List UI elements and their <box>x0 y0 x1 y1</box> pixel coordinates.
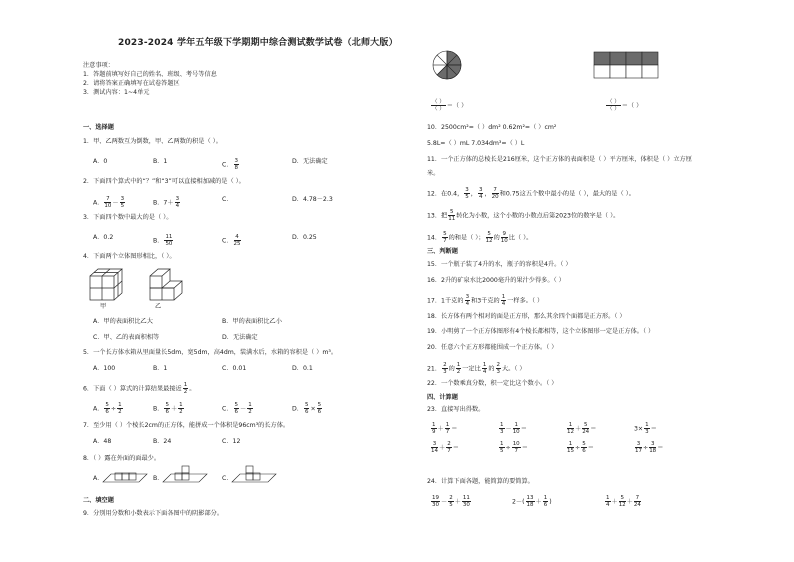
q3-opt-c: C． $\frac{4}{25}$ <box>222 234 241 247</box>
note-3: 3．测试内容：1~4单元 <box>83 89 150 96</box>
q24-expr-1: $\frac{19}{30}$ － $\frac{2}{5}$ ＋ $\frac{11}{30}$ <box>432 495 470 508</box>
q1-text: 1．甲、乙两数互为倒数，甲、乙两数的积是（ ）。 <box>83 138 222 145</box>
q21-text: 21． $\frac{2}{3}$ 的 $\frac{1}{2}$ 一定比 $\frac{1}{4}$ 的 $\frac{2}{3}$ 大。（ ） <box>427 362 526 375</box>
q23-expr-4: 3× $\frac{1}{3}$ ＝ <box>634 422 657 435</box>
q7-opt-b: B．24 <box>153 438 172 445</box>
q2-text: 2．下面四个算式中的“？”和“3”可以直接相加减的是（ ）。 <box>83 178 245 185</box>
q4-label-yi: 乙 <box>155 303 162 310</box>
q8-figure-a <box>103 468 147 484</box>
q6-opt-c: C． $\frac{5}{6}$ － $\frac{1}{2}$ <box>222 402 252 415</box>
q8-opt-a: A． <box>93 475 104 482</box>
q23-expr-6: $\frac{1}{5}$ ÷ $\frac{10}{7}$ ＝ <box>500 441 528 454</box>
q6-opt-a: A． $\frac{5}{6}$ ÷ $\frac{1}{2}$ <box>93 402 122 415</box>
q6-opt-b: B． $\frac{5}{6}$ ＋ $\frac{1}{2}$ <box>153 402 183 415</box>
q24-expr-2: 2－( $\frac{13}{18}$ ＋ $\frac{1}{6}$ ) <box>512 495 552 508</box>
q23-text: 23．直接写出得数。 <box>427 406 485 413</box>
section-fill: 二、填空题 <box>83 497 114 504</box>
q5-opt-d: D．0.1 <box>292 365 313 372</box>
q8-opt-b: B． <box>153 475 164 482</box>
q4-opt-d: D．无法确定 <box>222 334 258 341</box>
q8-figure-b <box>163 464 207 484</box>
q11-text-2: 米。 <box>427 170 440 177</box>
q7-opt-c: C．12 <box>222 438 241 445</box>
q8-opt-c: C． <box>222 475 233 482</box>
page-title: 2023-2024 学年五年级下学期期中综合测试数学试卷（北师大版） <box>118 38 398 48</box>
q3-opt-a: A．0.2 <box>93 234 114 241</box>
q9-circle-figure <box>432 50 462 80</box>
q9-left-answer: $\frac{( )}{( )}$ ＝（ ） <box>432 99 468 112</box>
q6-opt-d: D． $\frac{5}{6}$ × $\frac{5}{6}$ <box>292 402 322 415</box>
q20-text: 20．任意六个正方形都能围成一个正方体。（ ） <box>427 344 558 351</box>
q1-opt-d: D．无法确定 <box>292 158 328 165</box>
q13-text: 13．把 $\frac{5}{11}$ 转化为小数，这个小数的小数点后第2023位的数字是（ ）。 <box>427 209 620 222</box>
note-2: 2．请将答案正确填写在试卷答题区 <box>83 80 180 87</box>
q22-text: 22．一个数乘真分数，积一定比这个数小。（ ） <box>427 380 558 387</box>
q5-text: 5．一个长方体水箱从里面量长5dm，宽5dm，高4dm，装满水后，水箱的容积是（ ）m³。 <box>83 349 338 356</box>
section-calc: 四、计算题 <box>427 394 458 401</box>
q10-text-2: 5.8L=（ ）mL 7.034dm³=（ ）L <box>427 140 525 147</box>
q18-text: 18．长方体有两个相对的面是正方形，那么其余四个面都是正方形。（ ） <box>427 313 626 320</box>
q23-expr-1: $\frac{1}{9}$ ＋ $\frac{1}{7}$ ＝ <box>432 422 458 435</box>
q1-opt-c: C． $\frac{3}{8}$ <box>222 158 239 171</box>
q23-expr-2: $\frac{1}{3}$ － $\frac{1}{10}$ ＝ <box>500 422 527 435</box>
q1-opt-b: B．1 <box>153 158 168 165</box>
q9-text: 9．分别用分数和小数表示下面各图中的阴影部分。 <box>83 510 224 517</box>
q2-opt-c: C． <box>222 196 233 203</box>
q24-expr-3: $\frac{1}{4}$ ＋ $\frac{5}{12}$ ＋ $\frac{7}{24}$ <box>606 495 641 508</box>
note-1: 1．答题前填写好自己的姓名、班级、考号等信息 <box>83 71 217 78</box>
q15-text: 15．一个瓶子装了4升的水，瓶子的容积是4升。（ ） <box>427 261 572 268</box>
q11-text: 11．一个正方体的总棱长是216厘米，这个正方体的表面积是（ ）平方厘米，体积是（ ）立方厘 <box>427 156 692 163</box>
q5-opt-a: A．100 <box>93 365 116 372</box>
q5-opt-b: B．1 <box>153 365 168 372</box>
q4-label-jia: 甲 <box>100 303 107 310</box>
q9-right-answer: $\frac{( )}{( )}$ ＝（ ） <box>607 99 643 112</box>
q4-text: 4．下面两个立体图形相比，（ ）。 <box>83 253 176 260</box>
q2-opt-d: D．4.78－2.3 <box>292 196 333 203</box>
q7-opt-a: A．48 <box>93 438 112 445</box>
section-judge: 三、判断题 <box>427 248 458 255</box>
notes-heading: 注意事项： <box>83 62 114 69</box>
q5-opt-c: C．0.01 <box>222 365 247 372</box>
q12-text: 12．在0.4， $\frac{3}{5}$ ， $\frac{3}{4}$ ， $\frac{7}{20}$ 和0.75这五个数中最小的是（ ），最大的是（ ）。 <box>427 187 635 200</box>
q23-expr-5: $\frac{3}{14}$ ＋ $\frac{2}{7}$ ＝ <box>431 441 459 454</box>
q3-opt-d: D．0.25 <box>292 234 317 241</box>
q4-opt-c: C．甲、乙的表面积相等 <box>93 334 160 341</box>
q4-opt-b: B．甲的表面积比乙小 <box>222 318 282 325</box>
q3-opt-b: B． $\frac{11}{50}$ <box>153 234 173 247</box>
q2-opt-b: B．7＋ $\frac{3}{4}$ <box>153 196 180 209</box>
q4-solids-figure <box>90 266 200 312</box>
q8-text: 8．（ ）露在外面的面最少。 <box>83 455 161 462</box>
q1-opt-a: A．0 <box>93 158 108 165</box>
q19-text: 19．小明剪了一个正方体图形有4个棱长都相等，这个立体图形一定是正方体。（ ） <box>427 328 655 335</box>
q24-text: 24．计算下面各题，能简算的要简算。 <box>427 478 534 485</box>
q16-text: 16．2升的矿泉水比2000毫升的果汁少得多。（ ） <box>427 277 565 284</box>
q23-expr-8: $\frac{3}{17}$ ÷ $\frac{3}{18}$ ＝ <box>635 441 664 454</box>
section-choice: 一、选择题 <box>83 124 114 131</box>
q2-opt-a: A． $\frac{7}{10}$ － $\frac{3}{5}$ <box>93 196 125 209</box>
q4-opt-a: A．甲的表面积比乙大 <box>93 318 153 325</box>
q23-expr-7: $\frac{1}{15}$ ÷ $\frac{5}{6}$ ＝ <box>567 441 594 454</box>
q6-text: 6．下面（ ）算式的计算结果最接近 $\frac{1}{2}$ 。 <box>83 382 196 395</box>
q7-text: 7．至少用（ ）个棱长2cm的正方体，能拼成一个体积是96cm³的长方体。 <box>83 422 290 429</box>
q14-text: 14． $\frac{5}{7}$ 的和是（ ）； $\frac{5}{12}$ 的 $\frac{9}{10}$ 比（ ）。 <box>427 231 533 244</box>
q23-expr-3: $\frac{1}{12}$ ＋ $\frac{5}{24}$ ＝ <box>567 422 597 435</box>
q8-figure-c <box>232 462 276 484</box>
q9-grid-figure <box>594 52 658 78</box>
q10-text: 10．2500cm²=（ ）dm² 0.62m²=（ ）cm² <box>427 124 557 131</box>
q3-text: 3．下面四个数中最大的是（ ）。 <box>83 214 173 221</box>
q17-text: 17．1千克的 $\frac{3}{4}$ 和3千克的 $\frac{1}{4}$ 一样多。（ ） <box>427 294 544 307</box>
